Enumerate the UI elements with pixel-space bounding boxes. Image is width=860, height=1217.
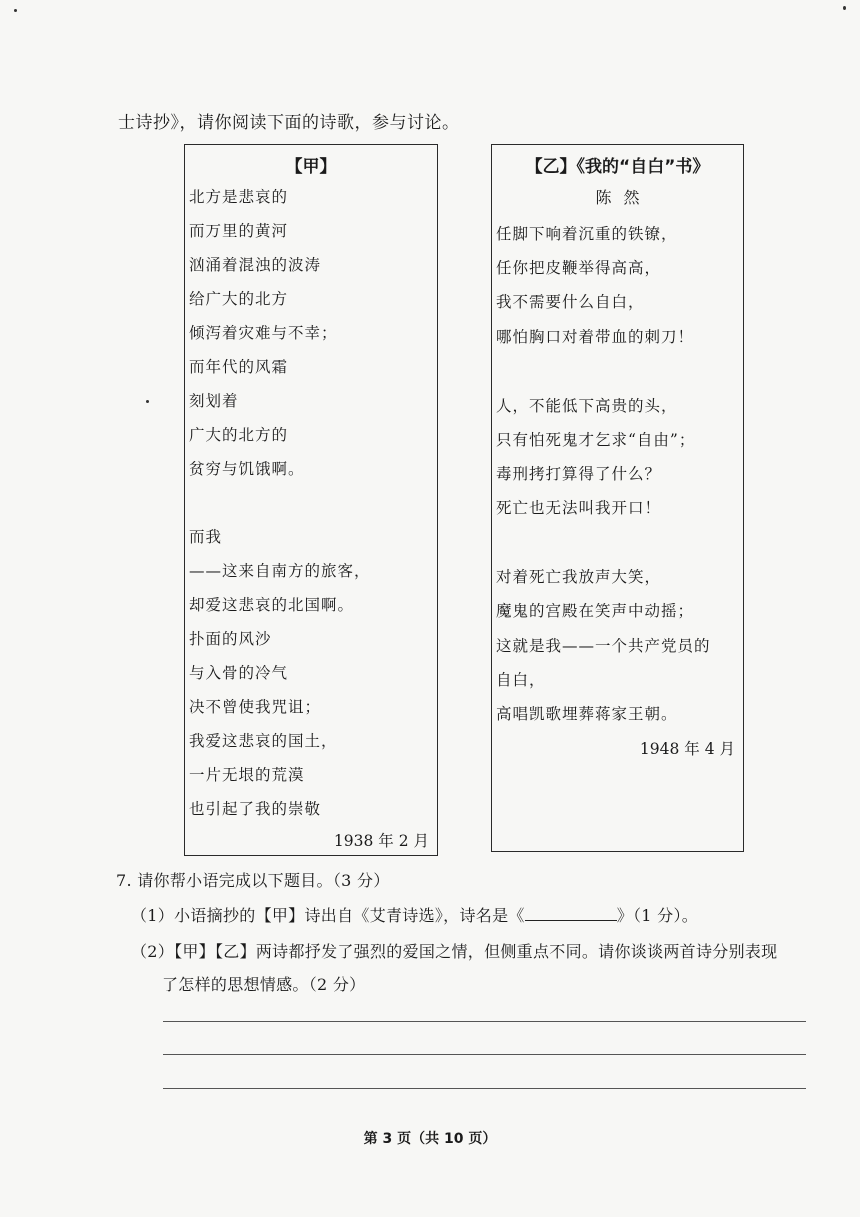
question-part-2-line-2: 了怎样的思想情感。（2 分） bbox=[162, 975, 366, 994]
poem-jia-line: 北方是悲哀的 bbox=[189, 188, 289, 206]
poem-jia-line: 决不曾使我咒诅； bbox=[189, 698, 322, 716]
question-part-1-text: （1）小语摘抄的【甲】诗出自《艾青诗选》，诗名是《 bbox=[131, 906, 525, 925]
question-part-1-suffix: 》（1 分）。 bbox=[616, 906, 699, 925]
poem-jia-line: 贫穷与饥饿啊。 bbox=[189, 460, 305, 478]
poem-jia-line: 与入骨的冷气 bbox=[189, 664, 289, 682]
poem-jia-line: 刻划着 bbox=[189, 392, 239, 410]
poem-jia-line: 汹涌着混浊的波涛 bbox=[189, 256, 322, 274]
poem-yi-line: 只有怕死鬼才乞求“自由”； bbox=[496, 431, 696, 449]
poem-yi-line: 人，不能低下高贵的头， bbox=[496, 397, 678, 415]
poem-jia-box bbox=[184, 144, 438, 856]
poem-jia-line: 我爱这悲哀的国土， bbox=[189, 732, 338, 750]
poem-yi-line: 死亡也无法叫我开口！ bbox=[496, 499, 662, 517]
scan-speck bbox=[843, 6, 846, 10]
poem-yi-title: 【乙】《我的“自白”书》 bbox=[525, 157, 710, 177]
poem-yi-line: 哪怕胸口对着带血的刺刀！ bbox=[496, 328, 695, 346]
poem-jia-line: 广大的北方的 bbox=[189, 426, 289, 444]
poem-jia-line: 给广大的北方 bbox=[189, 290, 289, 308]
poem-jia-line: 也引起了我的崇敬 bbox=[189, 800, 322, 818]
poem-jia-line: 而年代的风霜 bbox=[189, 358, 289, 376]
poem-yi-line: 任脚下响着沉重的铁镣， bbox=[496, 225, 678, 243]
scan-speck bbox=[14, 9, 17, 12]
poem-jia-date: 1938 年 2 月 bbox=[333, 832, 429, 850]
poem-jia-line: ——这来自南方的旅客， bbox=[189, 562, 371, 580]
poem-jia-line: 扑面的风沙 bbox=[189, 630, 272, 648]
poem-yi-line: 我不需要什么自白， bbox=[496, 293, 645, 311]
poem-yi-line: 自白， bbox=[496, 671, 546, 689]
poem-jia-line: 却爱这悲哀的北国啊。 bbox=[189, 596, 355, 614]
poem-jia-line: 倾泻着灾难与不幸； bbox=[189, 324, 338, 342]
page-footer: 第 3 页（共 10 页） bbox=[363, 1131, 497, 1147]
answer-line[interactable] bbox=[163, 1088, 806, 1089]
poem-jia-line: 而万里的黄河 bbox=[189, 222, 289, 240]
scan-speck bbox=[146, 400, 149, 403]
poem-jia-title: 【甲】 bbox=[285, 157, 337, 177]
answer-blank[interactable] bbox=[525, 906, 617, 921]
question-stem: 7. 请你帮小语完成以下题目。（3 分） bbox=[116, 871, 390, 890]
poem-yi-line: 对着死亡我放声大笑， bbox=[496, 568, 662, 586]
poem-yi-line: 这就是我——一个共产党员的 bbox=[496, 637, 711, 655]
poem-yi-line: 毒刑拷打算得了什么？ bbox=[496, 465, 662, 483]
question-part-2-line-1: （2）【甲】【乙】两诗都抒发了强烈的爱国之情，但侧重点不同。请你谈谈两首诗分别表现 bbox=[131, 942, 778, 961]
poem-jia-line: 一片无垠的荒漠 bbox=[189, 766, 305, 784]
poem-yi-line: 任你把皮鞭举得高高， bbox=[496, 259, 662, 277]
answer-line[interactable] bbox=[163, 1054, 806, 1055]
intro-text: 士诗抄》，请你阅读下面的诗歌，参与讨论。 bbox=[118, 113, 460, 133]
poem-jia-line: 而我 bbox=[189, 528, 223, 546]
poem-yi-date: 1948 年 4 月 bbox=[639, 740, 735, 758]
poem-yi-author: 陈然 bbox=[595, 188, 652, 207]
answer-line[interactable] bbox=[163, 1021, 806, 1022]
poem-yi-line: 魔鬼的宫殿在笑声中动摇； bbox=[496, 602, 695, 620]
poem-yi-box bbox=[491, 144, 744, 852]
poem-yi-line: 高唱凯歌埋葬蒋家王朝。 bbox=[496, 705, 678, 723]
question-part-1 bbox=[131, 903, 698, 926]
